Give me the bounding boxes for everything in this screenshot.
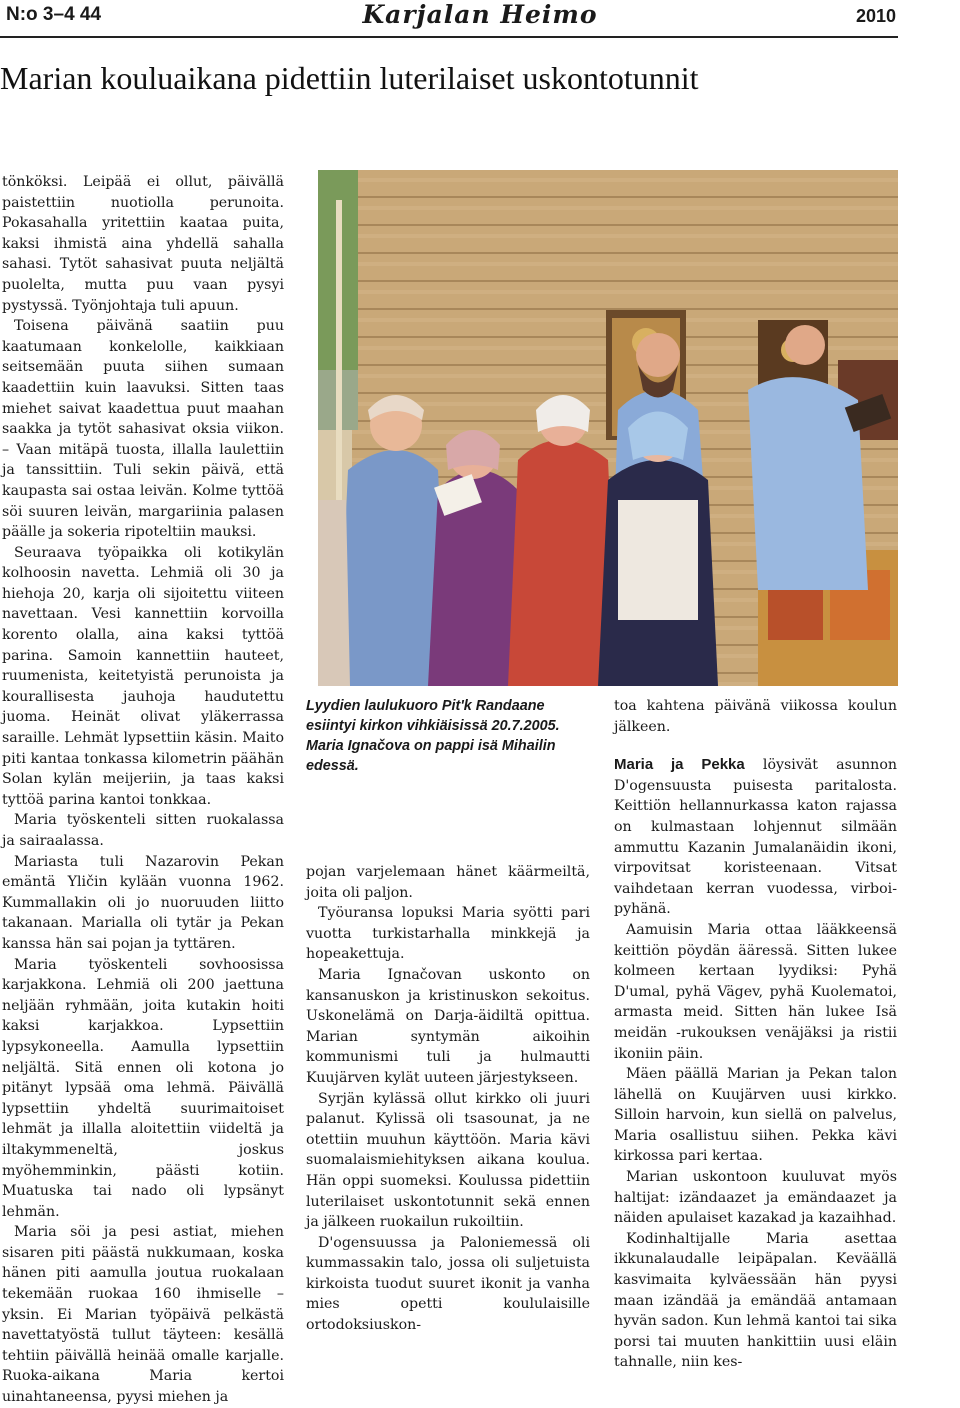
paragraph: Maria Ignačovan uskonto on kansanuskon ja kristinuskon sekoitus. Uskonelämä on Darja-äidiltä opittua. Marian syntymän aikoihin kommunismi tuli ja hulmautti Kuujärven kylät uuteen järjestykseen. xyxy=(306,966,590,1086)
photo-caption: Lyydien laulukuoro Pit'k Randaane esiintyi kirkon vihkiäisissä 20.7.2005. Maria Ignačova on pappi isä Mihailin edessä. xyxy=(306,698,560,774)
paragraph: toa kahtena päivänä viikossa koulun jälkeen. xyxy=(614,698,897,735)
masthead: Karjalan Heimo xyxy=(362,0,598,29)
paragraph: D'ogensuussa ja Paloniemessä oli kummassakin talo, jossa oli suljetuista kirkoista tuodut suuret ikonit ja vanha mies opetti koululaisille ortodoksiuskon- xyxy=(306,1234,590,1334)
issue-number: N:o 3–4 44 xyxy=(6,4,102,25)
page-header xyxy=(0,0,960,36)
paragraph: Aamuisin Maria ottaa lääkkeensä keittiön pöydän ääressä. Sitten lukee kolmeen kertaan lyydiksi: Pyhä D'umal, pyhä Vägev, pyhä Kuolematoi, armasta meid. Sitten hän lukee Isä meidän -rukouksen venäjäksi ja ristii ikoniin päin. xyxy=(614,921,897,1062)
paragraph: pojan varjelemaan hänet käärmeiltä, joita oli paljon. xyxy=(306,864,590,901)
paragraph: Maria työskenteli sovhoosissa karjakkona. Lehmiä oli 200 jaettuna neljään ryhmään, joita kutakin hoiti kaksi karjakkoa. Lypsettiin lypsykoneella. Aamulla lypsettiin neljältä. Sitä ennen oli kotona jo pitänyt lypsää oma lehmä. Päivällä lypsettiin yhdeltä suurimaitoiset lehmät ja illalla aloitettiin viideltä ja iltakymmeneltä, joskus myöhemminkin, päästi kotiin. Muatuska tai nado oli lypsänyt lehmän. xyxy=(2,956,284,1220)
header-rule xyxy=(0,36,898,38)
text-column-1 xyxy=(2,172,284,1408)
paragraph: Maria työskenteli sitten ruokalassa ja sairaalassa. xyxy=(2,812,284,849)
paragraph: Seuraava työpaikka oli kotikylän kolhoosin navetta. Lehmiä oli 30 ja hiehoja 20, karja oli sijoitettu viiteen navettaan. Vesi kannettiin korvoilla korento olalla, aina kaksi tyttöä parina. Samoin kannettiin hauteet, ruumenista, keitetyistä perunoista ja kourallisesta jauhoja haudutettu juoma. Heinät olivat yläkerrassa saraille. Lehmät lypsettiin käsin. Maito piti kantaa tonkassa kilometrin päähän Solan kylän meijeriin, ja taas kaksi tyttöä parina kantoi tonkkaa. xyxy=(2,544,284,808)
paragraph: tönköksi. Leipää ei ollut, päivällä paistettiin nuotiolla perunoita. Pokasahalla yritettiin kaataa puita, kaksi ihmistä aina yhdellä sahalla sahasi. Tytöt sahasivat puuta neljältä puolelta, mutta puu vaan pysyi pystyssä. Työnjohtaja tuli apuun. xyxy=(2,174,284,314)
church-choir-photo xyxy=(318,170,898,686)
paragraph: Marian uskontoon kuuluvat myös haltijat: izändaazet ja emändaazet ja näiden apulaiset kazakad ja kazaihhad. xyxy=(614,1169,897,1227)
paragraph: Maria söi ja pesi astiat, miehen sisaren piti päästä nukkumaan, koska hänen piti aamulla joutua ruokalaan tekemään ruokaa 160 ihmiselle – yksin. Ei Marian työpäivä pelkästä navettatyöstä tullut täyteen: kesällä tehtiin päivällä heinää omalle karjalle. Ruoka-aikana Maria kertoi uinahtaneensa, pyysi miehen ja xyxy=(2,1224,284,1406)
text-column-2 xyxy=(306,862,590,1336)
article-headline: Marian kouluaikana pidettiin luterilaiset uskontotunnit xyxy=(0,60,699,96)
paragraph: Kodinhaltijalle Maria asettaa ikkunalaudalle leipäpalan. Keväällä kasvimaita kylväessään hän pyysi maan izändää ja emändää antamaan hyvän sadon. Kun lehmä kantoi tai sika porsi tai muuten hankittiin uusi eläin tahnalle, niin kes- xyxy=(614,1230,897,1371)
subheading: Maria ja Pekka xyxy=(614,756,745,774)
paragraph: Toisena päivänä saatiin puu kaatumaan konkelolle, kaikkiaan seitsemään puuta siihen sumaan kaadettiin kuin laavuksi. Sitten taas miehet saivat kaadettua puut maahan saakka ja tytöt sahasivat oksia viikon. – Vaan mitäpä tuosta, illalla laulettiin ja tanssittiin. Tuli sekin päivä, että kaupasta sai ostaa leivän. Kolme tyttöä söi suuren leivän, margariinia palasen päälle ja sokeria ripoteltiin mauksi. xyxy=(2,318,284,541)
paragraph: Mäen päällä Marian ja Pekan talon lähellä on Kuujärven uusi kirkko. Silloin harvoin, kun siellä on palvelus, Maria osallistuu siihen. Pekka kävi kirkossa pari kertaa. xyxy=(614,1066,897,1165)
paragraph-text: löysivät asunnon D'ogensuusta puisesta paritalosta. Keittiön hellannurkassa katon rajassa on kulmastaan lohjennut silmään ammuttu Kazanin Jumalanäidin ikoni, virpovitsat koristeenaan. Vitsat vaihdetaan kerran vuodessa, virboi-pyhänä. xyxy=(614,757,897,918)
paragraph: Työuransa lopuksi Maria syötti pari vuotta turkistarhalla minkkejä ja hopeakettuja. xyxy=(306,905,590,963)
text-column-3 xyxy=(614,696,897,1373)
paragraph: Syrjän kylässä ollut kirkko oli juuri palanut. Kylissä oli tsasounat, ja ne otettiin muuhun käyttöön. Maria kävi suomalaismiehityksen aikana koulua. Hän oppi suomeksi. Koulussa pidettiin luterilaiset uskontotunnit sekä ennen ja jälkeen ruokailun rukoiltiin. xyxy=(306,1090,590,1231)
paragraph: Mariasta tuli Nazarovin Pekan emäntä Yličin kylään vuonna 1962. Kummallakin oli jo nuoruuden liitto takanaan. Mariallа oli tytär ja Pekan kanssa hän sai pojan ja tyttären. xyxy=(2,853,284,952)
lead-paragraph xyxy=(614,755,897,920)
year: 2010 xyxy=(855,6,896,26)
